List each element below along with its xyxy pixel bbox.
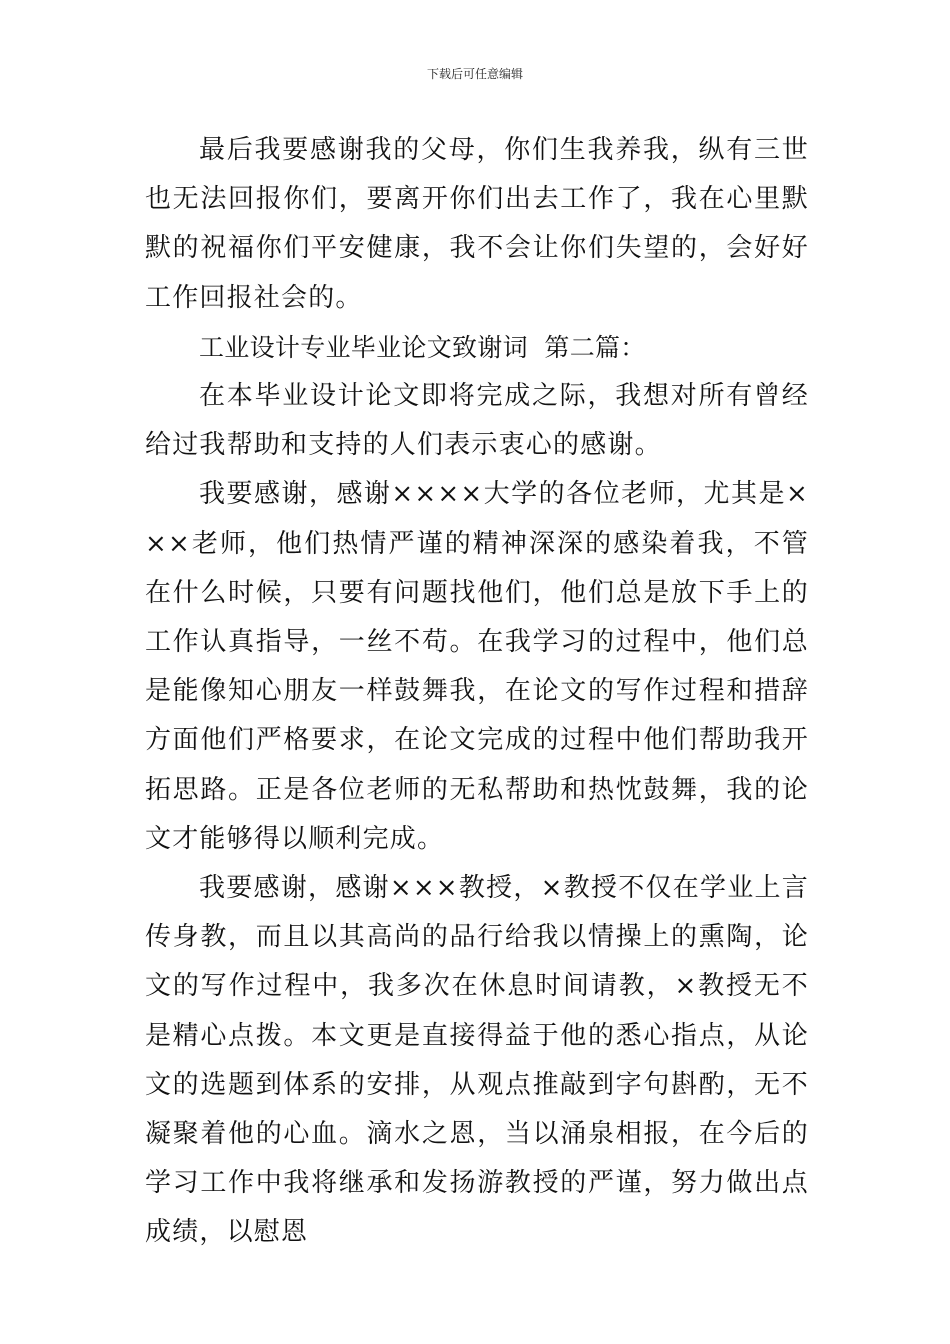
paragraph-thanks-professor: 我要感谢，感谢×××教授，×教授不仅在学业上言传身教，而且以其高尚的品行给我以情操上的熏陶，论文的写作过程中，我多次在休息时间请教，×教授无不是精心点拨。本文更是直接得益于他的悉心指点，从论文的选题到体系的安排，从观点推敲到字句斟酌，无不凝聚着他的心血。滴水之恩，当以涌泉相报，在今后的学习工作中我将继承和发扬游教授的严谨，努力做出点成绩，以慰恩 <box>145 873 809 1248</box>
section-heading-second: 工业设计专业毕业论文致谢词 第二篇： <box>199 332 646 362</box>
paragraph-intro: 在本毕业设计论文即将完成之际，我想对所有曾经给过我帮助和支持的人们表示衷心的感谢。 <box>145 381 809 461</box>
page-header-note: 下载后可任意编辑 <box>426 67 523 81</box>
paragraph-thanks-teachers: 我要感谢，感谢××××大学的各位老师，尤其是×××老师，他们热情严谨的精神深深的感染着我，不管在什么时候，只要有问题找他们，他们总是放下手上的工作认真指导，一丝不苟。在我学习的过程中，他们总是能像知心朋友一样鼓舞我，在论文的写作过程和措辞方面他们严格要求，在论文完成的过程中他们帮助我开拓思路。正是各位老师的无私帮助和热忱鼓舞，我的论文才能够得以顺利完成。 <box>145 479 809 854</box>
paragraph-thanks-parents: 最后我要感谢我的父母，你们生我养我，纵有三世也无法回报你们，要离开你们出去工作了，我在心里默默的祝福你们平安健康，我不会让你们失望的，会好好工作回报社会的。 <box>145 135 809 313</box>
document-body <box>145 126 809 1258</box>
